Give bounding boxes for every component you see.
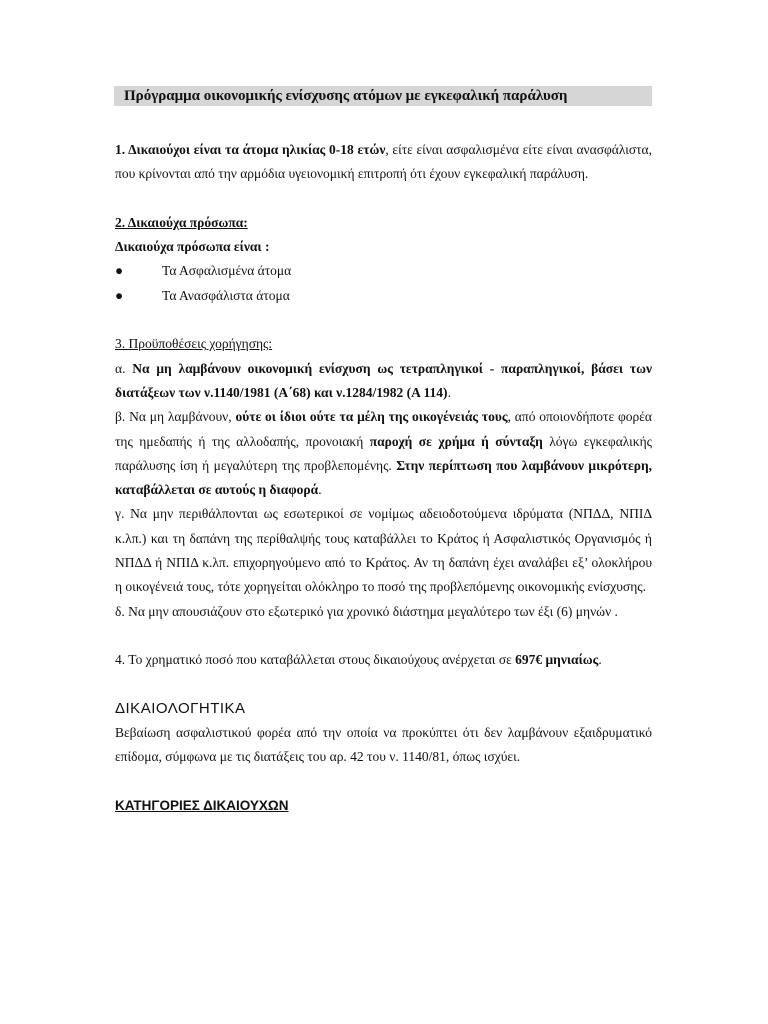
- section-1-paragraph: [115, 138, 652, 187]
- condition-b-part: , από οποιονδήποτε φορέα της ημεδαπής ή της αλλοδαπής, προνοιακή: [115, 409, 652, 449]
- list-item-text: Τα Ασφαλισμένα άτομα: [162, 263, 292, 279]
- categories-heading: ΚΑΤΗΓΟΡΙΕΣ ΔΙΚΑΙΟΥΧΩΝ: [115, 798, 289, 814]
- condition-d: δ. Να μην απουσιάζουν στο εξωτερικό για χρονικό διάστημα μεγαλύτερο των έξι (6) μηνών .: [115, 603, 618, 619]
- section-4-paragraph: [115, 648, 652, 672]
- condition-b-bold: Στην περίπτωση που λαμβάνουν μικρότερη, καταβάλλεται σε αυτούς η διαφορά: [115, 457, 652, 498]
- section-1-bold: 1. Δικαιούχοι είναι τα άτομα ηλικίας 0-18 ετών: [115, 142, 386, 157]
- condition-a: [115, 357, 652, 406]
- bullet-icon: ●: [115, 287, 124, 303]
- condition-a-end: .: [447, 384, 451, 400]
- bullet-icon: ●: [115, 263, 124, 279]
- list-item-text: Τα Ανασφάλιστα άτομα: [162, 287, 290, 303]
- condition-b-bold: παροχή σε χρήμα ή σύνταξη: [369, 433, 543, 449]
- document-body: [115, 138, 652, 818]
- list-item: [115, 259, 652, 283]
- document-title: Πρόγραμμα οικονομικής ενίσχυσης ατόμων με εγκεφαλική παράλυση: [124, 88, 568, 104]
- section-4-text: 4. Το χρηματικό ποσό που καταβάλλεται στους δικαιούχους ανέρχεται σε: [115, 652, 516, 668]
- section-1-rest: , είτε είναι ασφαλισμένα είτε είναι ανασφάλιστα, που κρίνονται από την αρμόδια υγειονομική επιτροπή ότι έχουν εγκεφαλική παράλυση.: [115, 142, 653, 182]
- condition-b-part: β. Να μη λαμβάνουν,: [115, 409, 236, 425]
- condition-c: γ. Να μην περιθάλπονται ως εσωτερικοί σε νομίμως αδειοδοτούμενα ιδρύματα (ΝΠΔΔ, ΝΠΙΔ κ.λπ.) και τη δαπάνη της περίθαλψής τους καταβάλλει το Κράτος ή Ασφαλιστικός Οργανισμός ή ΝΠΔΔ ή ΝΠΙΔ κ.λπ. επιχορηγούμενο από το Κράτος. Αν τη δαπάνη έχει αναλάβει εξ’ ολοκλήρου η οικογένειά τους, τότε χορηγείται ολόκληρο το ποσό της προβλεπόμενης οικονομικής ενίσχυσης.: [115, 506, 652, 595]
- section-2-intro: Δικαιούχα πρόσωπα είναι :: [115, 239, 270, 255]
- section-3-heading: 3. Προϋποθέσεις χορήγησης:: [115, 336, 273, 352]
- documents-heading: ΔΙΚΑΙΟΛΟΓΗΤΙΚΑ: [115, 699, 246, 717]
- section-2-heading: 2. Δικαιούχα πρόσωπα:: [115, 214, 248, 230]
- condition-b-part: .: [318, 482, 322, 498]
- condition-a-prefix: α.: [115, 360, 133, 376]
- list-item: [115, 284, 652, 308]
- condition-b-part: λόγω εγκεφαλικής παράλυσης ίση ή μεγαλύτερη της προβλεπομένης.: [115, 433, 653, 473]
- section-4-end: .: [598, 652, 602, 668]
- condition-b-bold: ούτε οι ίδιοι ούτε τα μέλη της οικογένειάς τους: [235, 409, 508, 425]
- section-4-amount: 697€ μηνιαίως: [515, 652, 599, 668]
- condition-b: [115, 405, 652, 502]
- documents-text: Βεβαίωση ασφαλιστικού φορέα από την οποία να προκύπτει ότι δεν λαμβάνουν εξαιδρυματικό επίδομα, σύμφωνα με τις διατάξεις του αρ. 42 του ν. 1140/81, όπως ισχύει.: [115, 725, 652, 765]
- condition-a-bold: Να μη λαμβάνουν οικονομική ενίσχυση ως τετραπληγικοί - παραπληγικοί, βάσει των διατάξεων των ν.1140/1981 (Α΄68) και ν.1284/1982 (Α 114): [115, 360, 652, 400]
